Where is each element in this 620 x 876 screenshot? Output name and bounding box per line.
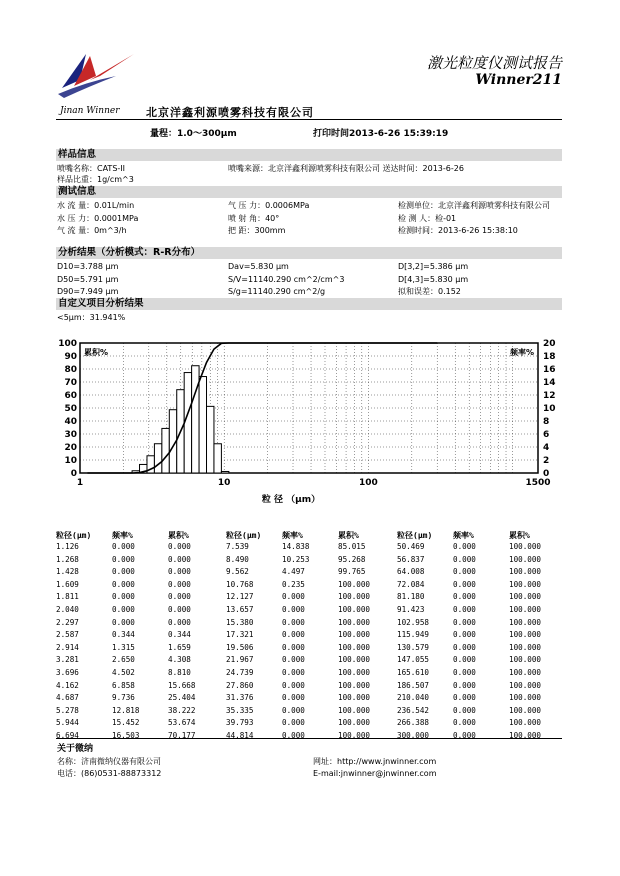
table-row [397,706,567,719]
table-row [226,706,396,719]
table-cell: 100.000 [509,592,542,602]
table-row [397,718,567,731]
table-cell: 95.268 [338,554,366,564]
table-cell: 38.222 [168,705,196,715]
table-cell: 0.000 [453,567,476,577]
analysis-field-0-1: Dav=5.830 μm [228,262,289,271]
table-row [397,655,567,668]
y-tick-left: 80 [64,365,77,375]
table-cell: 1.268 [56,554,79,564]
table-cell: 0.000 [453,667,476,677]
frequency-bar [162,428,169,473]
table-cell: 44.814 [226,730,254,740]
table-row [397,681,567,694]
table-cell: 15.668 [168,680,196,690]
table-cell: 100.000 [338,730,371,740]
table-header: 粒径(μm) [226,531,262,540]
table-cell: 17.321 [226,630,254,640]
about-heading: 关于微纳 [57,744,94,754]
table-cell: 70.177 [168,730,196,740]
table-cell: 1.659 [168,642,191,652]
table-cell: 0.000 [112,554,135,564]
analysis-field-2-2: 拟和误差：0.152 [398,287,461,296]
table-row [56,693,226,706]
test-info-field-0-1: 气 压 力：0.0006MPa [228,201,310,210]
y-tick-left: 90 [64,352,77,362]
nozzle-name: 喷嘴名称：CATS-II [57,164,126,173]
table-row [226,693,396,706]
table-row [397,567,567,580]
table-row [226,592,396,605]
table-cell: 5.944 [56,718,79,728]
frequency-bar [184,373,191,473]
table-cell: 100.000 [338,693,371,703]
cumulative-axis-label: 累积% [84,348,109,357]
table-row [226,643,396,656]
table-cell: 300.000 [397,730,430,740]
frequency-bar [214,444,221,473]
table-cell: 0.000 [453,655,476,665]
table-cell: 0.000 [112,604,135,614]
table-cell: 0.000 [282,730,305,740]
table-row [226,618,396,631]
sample-density: 样品比重：1g/cm^3 [57,175,134,184]
table-row [397,580,567,593]
table-cell: 0.000 [112,592,135,602]
table-row [397,630,567,643]
y-tick-left: 100 [58,339,77,349]
table-header: 频率% [282,531,303,540]
table-cell: 2.040 [56,604,79,614]
y-tick-left: 40 [64,417,77,427]
table-cell: 4.687 [56,693,79,703]
table-cell: 100.000 [338,718,371,728]
table-cell: 6.858 [112,680,135,690]
table-cell: 1.609 [56,579,79,589]
analysis-field-0-0: D10=3.788 μm [57,262,119,271]
y-tick-right: 8 [543,417,550,427]
report-title: 激光粒度仪测试报告 [426,54,562,72]
frequency-bar [207,406,214,473]
table-cell: 0.000 [453,617,476,627]
company-name: 北京洋鑫利源喷雾科技有限公司 [146,106,314,119]
table-cell: 100.000 [338,655,371,665]
frequency-bar [199,377,206,473]
analysis-field-1-0: D50=5.791 μm [57,274,119,284]
table-cell: 0.235 [282,579,305,589]
table-cell: 1.811 [56,592,79,602]
table-cell: 0.000 [168,567,191,577]
table-cell: 35.335 [226,705,254,715]
table-cell: 100.000 [338,667,371,677]
table-cell: 0.000 [112,579,135,589]
table-cell: 39.793 [226,718,254,728]
y-tick-right: 4 [543,443,550,453]
table-row [397,605,567,618]
analysis-field-2-1: S/g=11140.290 cm^2/g [228,287,326,296]
test-info-field-2-0: 气 流 量：0m^3/h [57,226,127,235]
table-row [226,668,396,681]
table-row [56,592,226,605]
table-cell: 100.000 [509,680,542,690]
table-cell: 13.657 [226,604,254,614]
table-cell: 0.000 [282,642,305,652]
table-cell: 100.000 [509,617,542,627]
table-cell: 8.490 [226,554,249,564]
table-row [56,655,226,668]
table-cell: 1.428 [56,567,79,577]
table-cell: 64.008 [397,567,425,577]
table-header: 累积% [338,531,359,540]
test-info-field-0-0: 水 流 量：0.01L/min [57,201,135,210]
y-tick-left: 50 [64,404,77,414]
table-cell: 100.000 [509,567,542,577]
table-cell: 0.344 [168,630,191,640]
table-cell: 0.344 [112,630,135,640]
table-row [226,630,396,643]
size-table-block-3 [397,529,567,744]
table-cell: 0.000 [282,680,305,690]
table-row [56,542,226,555]
table-row [226,567,396,580]
table-cell: 2.914 [56,642,79,652]
table-cell: 0.000 [453,642,476,652]
table-row [56,567,226,580]
test-info-field-1-1: 喷 射 角：40° [228,213,280,223]
size-table-block-2 [226,529,396,744]
analysis-field-0-2: D[3,2]=5.386 μm [398,262,469,271]
table-row [56,668,226,681]
y-tick-left: 70 [64,378,77,388]
table-row [226,605,396,618]
table-cell: 100.000 [509,667,542,677]
table-cell: 100.000 [509,642,542,652]
footer-phone: 电话：(86)0531-88873312 [57,769,162,778]
table-cell: 6.694 [56,730,79,740]
table-cell: 31.376 [226,693,254,703]
table-cell: 0.000 [453,718,476,728]
table-header: 频率% [112,531,133,540]
size-table-block-1 [56,529,226,744]
table-row [226,542,396,555]
table-cell: 10.768 [226,579,254,589]
table-row [397,555,567,568]
table-cell: 85.015 [338,542,366,551]
table-cell: 100.000 [338,617,371,627]
table-cell: 0.000 [168,604,191,614]
table-row [226,655,396,668]
table-row [226,555,396,568]
logo-text: Jinan Winner [60,106,120,116]
table-cell: 4.502 [112,667,135,677]
table-cell: 19.506 [226,642,254,652]
y-tick-right: 2 [543,456,550,466]
table-cell: 5.278 [56,705,79,715]
table-cell: 100.000 [509,693,542,703]
y-tick-left: 0 [70,469,77,479]
analysis-heading: 分析结果（分析模式：R-R分布） [56,247,562,259]
table-row [56,706,226,719]
table-row [226,580,396,593]
table-row [226,681,396,694]
distribution-chart [56,335,562,510]
table-cell: 0.000 [168,592,191,602]
y-tick-right: 18 [543,352,556,362]
table-cell: 4.497 [282,567,305,577]
table-row [56,580,226,593]
table-header: 粒径(μm) [397,531,433,540]
table-row [56,605,226,618]
footer-company: 名称：济南微纳仪器有限公司 [57,757,161,766]
table-cell: 2.650 [112,655,135,665]
table-cell: 100.000 [509,730,542,740]
y-tick-right: 12 [543,391,556,401]
table-cell: 1.315 [112,642,135,652]
table-cell: 4.162 [56,680,79,690]
table-cell: 8.810 [168,667,191,677]
test-info-field-0-2: 检测单位：北京洋鑫利源喷雾科技有限公司 [398,201,550,210]
table-cell: 0.000 [453,554,476,564]
table-cell: 186.507 [397,680,430,690]
table-cell: 0.000 [168,579,191,589]
table-cell: 0.000 [282,592,305,602]
table-cell: 0.000 [453,592,476,602]
table-cell: 0.000 [168,554,191,564]
table-cell: 100.000 [338,604,371,614]
table-cell: 53.674 [168,718,196,728]
y-tick-right: 0 [543,469,550,479]
table-cell: 102.958 [397,617,430,627]
table-cell: 0.000 [112,617,135,627]
table-cell: 25.404 [168,693,196,703]
y-tick-left: 20 [64,443,77,453]
table-cell: 100.000 [509,554,542,564]
table-cell: 100.000 [509,542,542,551]
table-row [397,592,567,605]
y-tick-right: 16 [543,365,556,375]
table-cell: 1.126 [56,542,79,551]
y-tick-left: 30 [64,430,77,440]
test-info-heading: 测试信息 [56,186,562,198]
table-cell: 0.000 [453,730,476,740]
table-cell: 12.818 [112,705,140,715]
table-row [226,718,396,731]
footer-email: E-mail:jnwinner@jnwinner.com [313,769,437,778]
table-cell: 27.860 [226,680,254,690]
table-cell: 100.000 [509,655,542,665]
x-tick-label: 1500 [525,478,551,488]
analysis-field-2-0: D90=7.949 μm [57,287,119,296]
table-cell: 10.253 [282,554,310,564]
table-cell: 0.000 [282,693,305,703]
table-cell: 4.308 [168,655,191,665]
y-tick-right: 6 [543,430,550,440]
sample-info-heading: 样品信息 [56,149,562,161]
x-axis-label: 粒 径 （μm） [261,495,321,505]
table-cell: 81.180 [397,592,425,602]
table-cell: 0.000 [453,680,476,690]
instrument-model: Winner211 [475,72,562,88]
table-row [56,555,226,568]
table-header: 累积% [509,531,530,540]
table-cell: 12.127 [226,592,254,602]
table-cell: 2.297 [56,617,79,627]
table-cell: 0.000 [168,617,191,627]
measurement-range: 量程：1.0～300μm [150,129,237,139]
table-cell: 24.739 [226,667,254,677]
table-cell: 21.967 [226,655,254,665]
test-info-field-2-1: 把 距：300mm [228,226,286,235]
table-cell: 100.000 [509,579,542,589]
table-row [397,618,567,631]
x-tick-label: 100 [359,478,378,488]
table-cell: 100.000 [509,705,542,715]
table-row [56,718,226,731]
table-cell: 115.949 [397,630,430,640]
y-tick-right: 10 [543,404,556,414]
y-tick-left: 10 [64,456,77,466]
table-cell: 210.040 [397,693,430,703]
table-row [56,618,226,631]
x-tick-label: 1 [76,478,84,488]
table-cell: 0.000 [282,617,305,627]
table-cell: 56.837 [397,554,425,564]
nozzle-source: 喷嘴来源：北京洋鑫利源喷雾科技有限公司 送达时间：2013-6-26 [228,164,464,173]
frequency-bar [192,366,199,473]
table-row [56,681,226,694]
table-header: 累积% [168,531,189,540]
table-cell: 0.000 [282,718,305,728]
table-cell: 72.084 [397,579,425,589]
table-cell: 0.000 [282,630,305,640]
table-cell: 91.423 [397,604,425,614]
custom-value: <5μm：31.941% [57,313,126,322]
table-cell: 0.000 [453,693,476,703]
table-row [397,542,567,555]
table-cell: 165.610 [397,667,430,677]
table-cell: 0.000 [453,542,476,551]
table-cell: 0.000 [282,705,305,715]
frequency-bar [154,444,161,473]
footer-website: 网址：http://www.jnwinner.com [313,757,437,766]
table-row [397,643,567,656]
table-cell: 266.388 [397,718,430,728]
x-tick-label: 10 [217,478,231,488]
test-info-field-1-2: 检 测 人：检-01 [398,213,457,223]
table-cell: 0.000 [112,567,135,577]
table-cell: 100.000 [509,604,542,614]
table-cell: 0.000 [282,667,305,677]
table-cell: 0.000 [453,604,476,614]
table-cell: 16.503 [112,730,140,740]
table-cell: 50.469 [397,542,425,551]
table-cell: 100.000 [338,705,371,715]
table-cell: 2.587 [56,630,79,640]
table-cell: 100.000 [338,680,371,690]
winner-logo [56,46,138,108]
table-cell: 130.579 [397,642,430,652]
table-cell: 3.696 [56,667,79,677]
table-cell: 100.000 [338,642,371,652]
y-tick-right: 20 [543,339,556,349]
table-cell: 9.736 [112,693,135,703]
analysis-field-1-2: D[4,3]=5.830 μm [398,274,469,284]
table-cell: 100.000 [338,592,371,602]
table-cell: 236.542 [397,705,430,715]
table-cell: 0.000 [168,542,191,551]
table-cell: 0.000 [453,705,476,715]
print-time: 打印时间2013-6-26 15:39:19 [313,129,449,139]
table-cell: 9.562 [226,567,249,577]
y-tick-right: 14 [543,378,556,388]
test-info-field-2-2: 检测时间：2013-6-26 15:38:10 [398,226,518,235]
table-row [56,643,226,656]
table-cell: 3.281 [56,655,79,665]
table-cell: 14.838 [282,542,310,551]
frequency-axis-label: 频率% [509,348,534,357]
table-cell: 0.000 [112,542,135,551]
table-row [56,630,226,643]
table-cell: 0.000 [282,655,305,665]
frequency-bar [221,471,228,473]
table-cell: 99.765 [338,567,366,577]
table-cell: 0.000 [453,579,476,589]
table-cell: 15.380 [226,617,254,627]
table-cell: 0.000 [453,630,476,640]
table-row [397,668,567,681]
table-cell: 0.000 [282,604,305,614]
custom-heading: 自定义项目分析结果 [56,298,562,310]
table-row [397,693,567,706]
table-header: 频率% [453,531,474,540]
table-cell: 100.000 [509,630,542,640]
table-cell: 7.539 [226,542,249,551]
analysis-field-1-1: S/V=11140.290 cm^2/cm^3 [228,274,345,284]
table-header: 粒径(μm) [56,531,92,540]
y-tick-left: 60 [64,391,77,401]
table-cell: 100.000 [338,579,371,589]
table-cell: 147.055 [397,655,430,665]
table-cell: 15.452 [112,718,140,728]
test-info-field-1-0: 水 压 力：0.0001MPa [57,213,139,223]
table-cell: 100.000 [509,718,542,728]
table-cell: 100.000 [338,630,371,640]
